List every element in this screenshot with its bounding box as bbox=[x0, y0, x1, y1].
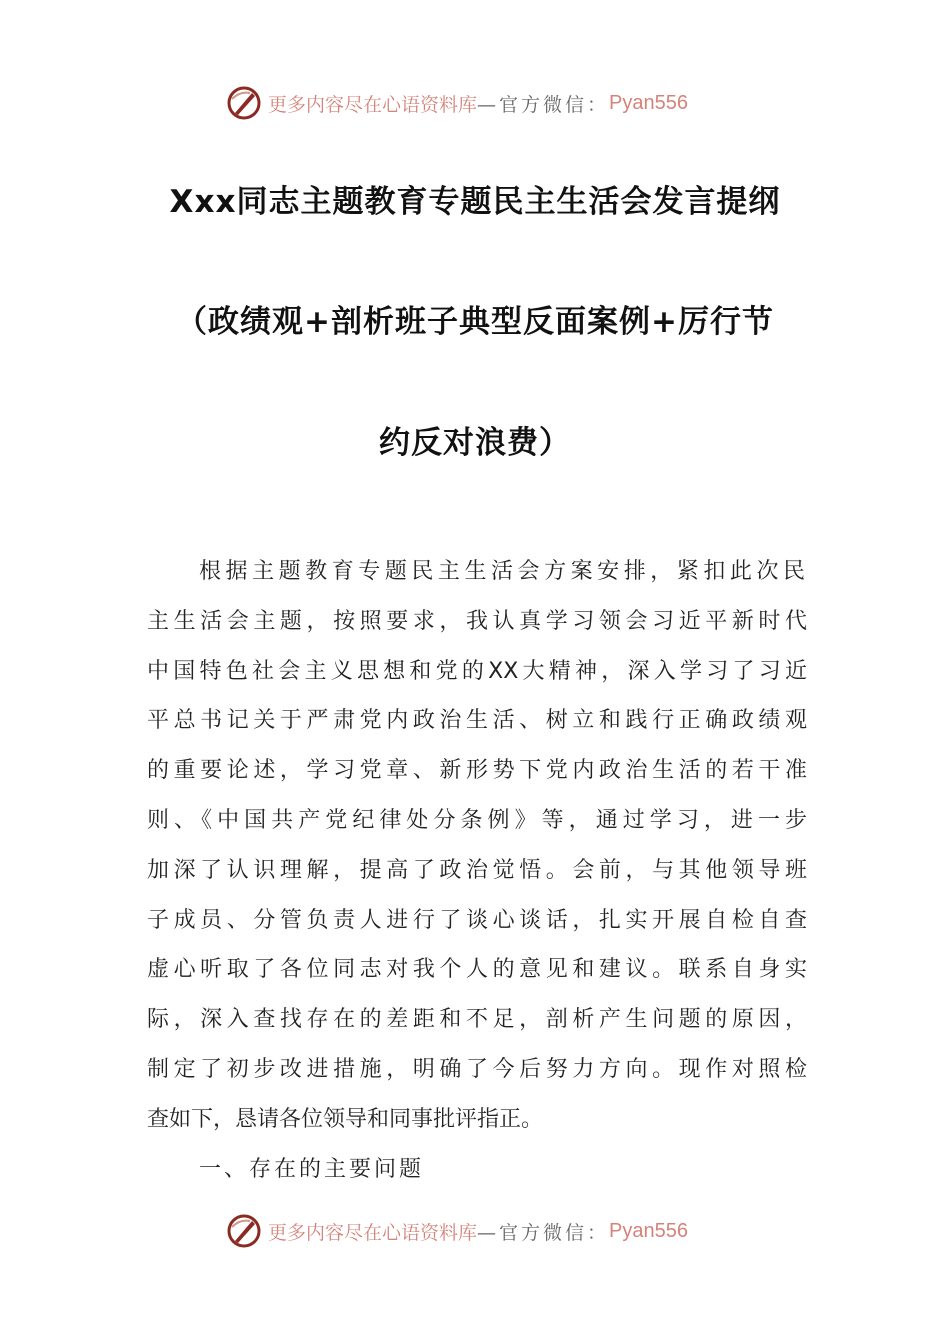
paragraph-line: 则、《中国共产党纪律处分条例》等，通过学习，进一步 bbox=[147, 808, 807, 833]
banner-wechat-label: —官方微信： bbox=[477, 1221, 610, 1244]
paragraph-line: 制定了初步改进措施，明确了今后努力方向。现作对照检 bbox=[147, 1057, 807, 1082]
pen-logo-icon bbox=[226, 85, 262, 121]
paragraph-line: 虚心听取了各位同志对我个人的意见和建议。联系自身实 bbox=[147, 957, 807, 983]
paragraph-line: 根据主题教育专题民主生活会方案安排，紧扣此次民 bbox=[199, 559, 805, 584]
paragraph-line: 主生活会主题，按照要求，我认真学习领会习近平新时代 bbox=[147, 608, 807, 634]
banner-wechat-id: Pyan556 bbox=[609, 91, 688, 114]
title-line-2: （政绩观+剖析班子典型反面案例+厉行节 bbox=[176, 304, 774, 340]
banner-wechat-label: —官方微信： bbox=[477, 93, 610, 116]
paragraph-line: 平总书记关于严肃党内政治生活、树立和践行正确政绩观 bbox=[147, 708, 807, 734]
paragraph-line: 际，深入查找存在的差距和不足，剖析产生问题的原因， bbox=[147, 1007, 807, 1033]
header-watermark-banner bbox=[226, 83, 688, 123]
paragraph-line: 加深了认识理解，提高了政治觉悟。会前，与其他领导班 bbox=[147, 857, 807, 883]
title-line-3: 约反对浪费） bbox=[379, 425, 571, 461]
banner-wechat-id: Pyan556 bbox=[609, 1219, 688, 1242]
paragraph-line: 中国特色社会主义思想和党的XX大精神，深入学习了习近 bbox=[147, 658, 807, 684]
footer-watermark-banner bbox=[226, 1211, 688, 1251]
section-heading: 一、存在的主要问题 bbox=[199, 1156, 425, 1182]
banner-text: 更多内容尽在心语资料库 bbox=[268, 1221, 478, 1244]
banner-text: 更多内容尽在心语资料库 bbox=[268, 93, 478, 116]
paragraph-line: 的重要论述，学习党章、新形势下党内政治生活的若干准 bbox=[147, 758, 807, 784]
paragraph-line: 查如下，恳请各位领导和同事批评指正。 bbox=[147, 1106, 544, 1132]
paragraph-line: 子成员、分管负责人进行了谈心谈话，扎实开展自检自查 bbox=[147, 907, 807, 933]
pen-logo-icon bbox=[226, 1213, 262, 1249]
title-line-1: Xxx同志主题教育专题民主生活会发言提纲 bbox=[169, 184, 781, 220]
